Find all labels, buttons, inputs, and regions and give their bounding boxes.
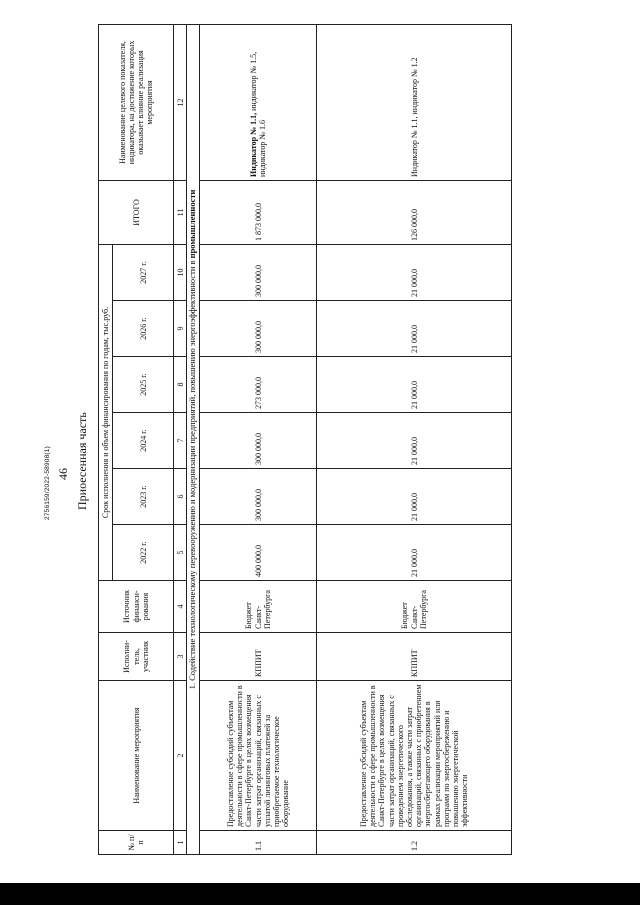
row-indicators xyxy=(317,24,512,180)
row-value: 21 000,0 xyxy=(317,301,512,357)
column-number: 6 xyxy=(174,469,187,525)
table-row xyxy=(200,24,317,854)
column-number: 3 xyxy=(174,633,187,681)
col-executor-header: Исполни-тель, участник xyxy=(99,633,174,681)
column-number: 8 xyxy=(174,357,187,413)
row-total: 126 000,0 xyxy=(317,180,512,244)
column-number: 2 xyxy=(174,681,187,831)
row-source: Бюджет Санкт-Петербурга xyxy=(317,581,512,633)
table-row xyxy=(317,24,512,854)
col-year-header: 2027 г. xyxy=(113,244,174,300)
row-value: 300 000,0 xyxy=(200,301,317,357)
col-period-group-header: Срок исполнения и объем финансирования по годам, тыс.руб. xyxy=(99,244,113,580)
row-source: Бюджет Санкт-Петербурга xyxy=(200,581,317,633)
column-number: 7 xyxy=(174,413,187,469)
column-number: 9 xyxy=(174,301,187,357)
row-indicators-label: Индикатор № 1.1, xyxy=(249,112,258,177)
page-title: Приоесенная часть xyxy=(75,412,89,510)
column-number: 12 xyxy=(174,24,187,180)
col-year-header: 2026 г. xyxy=(113,301,174,357)
row-value: 21 000,0 xyxy=(317,357,512,413)
row-value: 300 000,0 xyxy=(200,244,317,300)
scan-bottom-border xyxy=(0,883,640,905)
column-number: 11 xyxy=(174,180,187,244)
col-year-header: 2022 г. xyxy=(113,525,174,581)
row-value: 21 000,0 xyxy=(317,469,512,525)
row-executor: КППИТ xyxy=(200,633,317,681)
col-name-header: Наименование мероприятия xyxy=(99,681,174,831)
col-year-header: 2023 г. xyxy=(113,469,174,525)
financing-table xyxy=(98,24,512,855)
row-value: 21 000,0 xyxy=(317,244,512,300)
row-value: 300 000,0 xyxy=(200,413,317,469)
section-row xyxy=(187,24,200,854)
row-num: 1.1 xyxy=(200,831,317,855)
row-total: 1 873 000,0 xyxy=(200,180,317,244)
row-num: 1.2 xyxy=(317,831,512,855)
col-indicators-header: Наименование целевого показателя, индикатора, на достижение которых оказывает влияние реализация мероприятия xyxy=(99,24,174,180)
section-title xyxy=(187,24,200,854)
col-num-header: № п/п xyxy=(99,831,174,855)
column-number: 5 xyxy=(174,525,187,581)
row-indicators-text: Индикатор № 1.1, индикатор № 1.2 xyxy=(409,57,419,177)
document-code: 2756159/2022-58908(1) xyxy=(44,446,51,520)
row-indicators xyxy=(200,24,317,180)
row-name: Предоставление субсидий субъектам деятельности в сфере промышленности в Санкт-Петербурге в целях возмещения части затрат организаций, связанных с проведением энергетического обследования, а также части затрат организаций, связанных с приобретением энергосберегающего оборудования в рамках реализации мероприятий или программ по энергосбережению и повышению энергетической эффективности xyxy=(317,681,512,831)
row-indicators-text: индикатор № 1.5, индикатор № 1.6 xyxy=(249,51,268,177)
row-value: 21 000,0 xyxy=(317,525,512,581)
col-year-header: 2024 г. xyxy=(113,413,174,469)
row-value: 300 000,0 xyxy=(200,469,317,525)
row-name: Предоставление субсидий субъектам деятельности в сфере промышленности в Санкт-Петербурге в целях возмещения части затрат организаций, связанных с уплатой лизинговых платежей за приобретаемое технологическое оборудование xyxy=(200,681,317,831)
financing-table-container xyxy=(98,25,618,855)
row-value: 400 000,0 xyxy=(200,525,317,581)
column-number: 4 xyxy=(174,581,187,633)
col-year-header: 2025 г. xyxy=(113,357,174,413)
column-number: 10 xyxy=(174,244,187,300)
col-total-header: ИТОГО xyxy=(99,180,174,244)
col-source-header: Источник финанси-рования xyxy=(99,581,174,633)
column-number-row xyxy=(174,24,187,854)
section-title-text: 1. Содействие технологическому перевооружению и модернизации предприятий, повышению энергоэффективности в xyxy=(187,258,198,690)
row-value: 273 000,0 xyxy=(200,357,317,413)
column-number: 1 xyxy=(174,831,187,855)
section-title-emphasis: промышленности xyxy=(187,189,198,259)
page-number: 46 xyxy=(56,468,70,480)
row-value: 21 000,0 xyxy=(317,413,512,469)
row-executor: КППИТ xyxy=(317,633,512,681)
